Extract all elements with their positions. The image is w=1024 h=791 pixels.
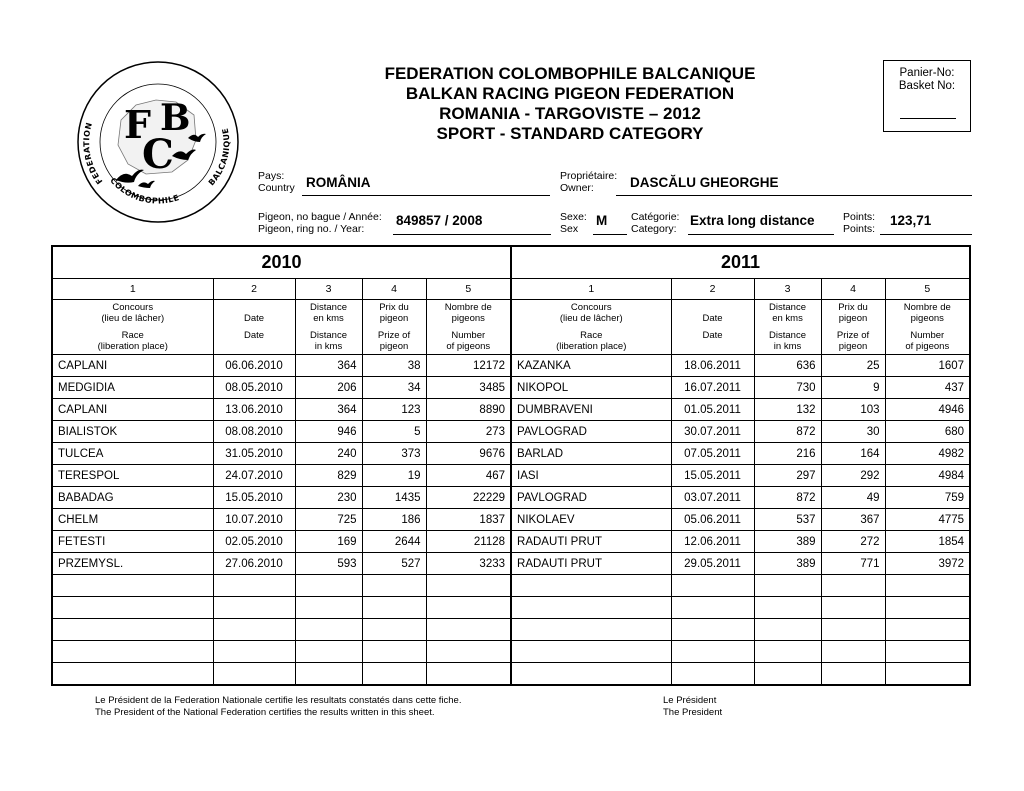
table-cell: 4984	[885, 465, 970, 487]
column-header: Nombre de pigeons Number of pigeons	[426, 300, 511, 355]
table-cell: 05.06.2011	[671, 509, 754, 531]
table-cell	[511, 663, 671, 686]
table-cell: 103	[821, 399, 885, 421]
title-line-2: BALKAN RACING PIGEON FEDERATION	[405, 84, 735, 103]
table-cell	[671, 619, 754, 641]
table-cell	[885, 641, 970, 663]
results-table	[51, 245, 971, 686]
table-cell	[213, 597, 295, 619]
table-row	[52, 399, 970, 421]
logo-monogram-c: C	[142, 131, 174, 178]
table-cell	[52, 597, 213, 619]
table-cell	[754, 575, 821, 597]
table-cell: 123	[362, 399, 426, 421]
column-number-row	[52, 279, 970, 300]
table-row	[52, 619, 970, 641]
table-cell: 9676	[426, 443, 511, 465]
ring-label: Pigeon, no bague / Année: Pigeon, ring no. / Year:	[258, 211, 382, 235]
column-number: 5	[885, 279, 970, 300]
svg-text:FEDERATION: FEDERATION	[82, 121, 105, 186]
svg-text:BALCANIQUE: BALCANIQUE	[206, 127, 232, 188]
certify-en: The President of the National Federation certifies the results written in this sheet.	[95, 707, 435, 718]
table-cell: 364	[295, 355, 362, 377]
table-cell: PAVLOGRAD	[511, 421, 671, 443]
table-cell: 297	[754, 465, 821, 487]
table-cell: 364	[295, 399, 362, 421]
sex-underline	[593, 234, 627, 235]
certification-note	[95, 695, 461, 719]
table-cell: TERESPOL	[52, 465, 213, 487]
federation-logo	[76, 60, 240, 224]
table-cell	[671, 641, 754, 663]
table-cell: 1607	[885, 355, 970, 377]
table-cell: 273	[426, 421, 511, 443]
table-cell: 389	[754, 531, 821, 553]
table-cell: BABADAG	[52, 487, 213, 509]
table-cell: PAVLOGRAD	[511, 487, 671, 509]
title-line-1: FEDERATION COLOMBOPHILE BALCANIQUE	[384, 64, 756, 83]
table-cell: 240	[295, 443, 362, 465]
owner-underline	[616, 195, 972, 196]
year-2011: 2011	[511, 246, 970, 279]
table-cell: 467	[426, 465, 511, 487]
table-row	[52, 355, 970, 377]
table-cell: 18.06.2011	[671, 355, 754, 377]
table-cell: 164	[821, 443, 885, 465]
logo-monogram-b: B	[160, 97, 191, 139]
table-row	[52, 487, 970, 509]
table-cell: 3485	[426, 377, 511, 399]
table-cell	[821, 597, 885, 619]
category-value: Extra long distance	[690, 213, 815, 228]
basket-label-fr: Panier-No:	[899, 67, 955, 79]
table-row	[52, 641, 970, 663]
table-cell: 367	[821, 509, 885, 531]
basket-number-line	[900, 118, 956, 119]
certify-fr: Le Président de la Federation Nationale certifie les resultats constatés dans cette fiche.	[95, 695, 462, 706]
column-header: Date Date	[213, 300, 295, 355]
basket-box	[883, 60, 971, 132]
table-cell	[362, 663, 426, 686]
table-cell: 12.06.2011	[671, 531, 754, 553]
table-cell	[821, 663, 885, 686]
table-cell	[52, 619, 213, 641]
president-en: The President	[663, 707, 723, 718]
table-cell	[754, 619, 821, 641]
table-cell: 34	[362, 377, 426, 399]
column-header: Nombre de pigeons Number of pigeons	[885, 300, 970, 355]
points-value: 123,71	[890, 213, 932, 228]
table-cell: 759	[885, 487, 970, 509]
table-cell: 437	[885, 377, 970, 399]
table-cell: BIALISTOK	[52, 421, 213, 443]
table-cell: 31.05.2010	[213, 443, 295, 465]
table-cell: 08.08.2010	[213, 421, 295, 443]
owner-label: Propriétaire: Owner:	[560, 170, 618, 194]
table-cell	[754, 641, 821, 663]
table-row	[52, 663, 970, 686]
table-cell: 24.07.2010	[213, 465, 295, 487]
table-cell: BARLAD	[511, 443, 671, 465]
table-row	[52, 553, 970, 575]
table-cell: MEDGIDIA	[52, 377, 213, 399]
table-cell	[362, 575, 426, 597]
table-cell	[821, 619, 885, 641]
table-cell: 946	[295, 421, 362, 443]
table-cell	[295, 597, 362, 619]
table-cell: 1435	[362, 487, 426, 509]
table-cell	[295, 663, 362, 686]
table-cell: NIKOPOL	[511, 377, 671, 399]
table-cell: CHELM	[52, 509, 213, 531]
table-cell: 527	[362, 553, 426, 575]
table-cell	[362, 619, 426, 641]
column-header: Concours (lieu de lâcher) Race (liberation place)	[511, 300, 671, 355]
column-number: 3	[295, 279, 362, 300]
table-cell: 169	[295, 531, 362, 553]
table-cell: 771	[821, 553, 885, 575]
table-cell: 636	[754, 355, 821, 377]
table-cell: 29.05.2011	[671, 553, 754, 575]
points-underline	[880, 234, 972, 235]
table-cell: 22229	[426, 487, 511, 509]
table-cell: 872	[754, 487, 821, 509]
points-label: Points: Points:	[843, 211, 876, 235]
table-cell: RADAUTI PRUT	[511, 553, 671, 575]
owner-value: DASCĂLU GHEORGHE	[630, 175, 779, 190]
table-cell: 13.06.2010	[213, 399, 295, 421]
table-cell: 292	[821, 465, 885, 487]
title-line-3: ROMANIA - TARGOVISTE – 2012	[439, 104, 701, 123]
column-number: 4	[821, 279, 885, 300]
table-cell: 725	[295, 509, 362, 531]
table-cell	[213, 663, 295, 686]
year-2010: 2010	[52, 246, 511, 279]
table-cell	[426, 619, 511, 641]
column-header: Date Date	[671, 300, 754, 355]
country-underline	[302, 195, 550, 196]
column-number: 2	[671, 279, 754, 300]
category-label: Catégorie: Category:	[631, 211, 680, 235]
table-cell	[426, 641, 511, 663]
table-cell: 01.05.2011	[671, 399, 754, 421]
table-cell	[671, 597, 754, 619]
table-cell: 21128	[426, 531, 511, 553]
country-label: Pays: Country	[258, 170, 295, 194]
table-row	[52, 465, 970, 487]
table-cell: CAPLANI	[52, 399, 213, 421]
table-cell: RADAUTI PRUT	[511, 531, 671, 553]
table-cell	[213, 619, 295, 641]
table-cell	[426, 663, 511, 686]
table-cell	[362, 597, 426, 619]
column-number: 4	[362, 279, 426, 300]
table-cell	[885, 575, 970, 597]
table-cell: TULCEA	[52, 443, 213, 465]
table-cell: 872	[754, 421, 821, 443]
table-cell: DUMBRAVENI	[511, 399, 671, 421]
table-cell: 03.07.2011	[671, 487, 754, 509]
table-cell: 19	[362, 465, 426, 487]
table-cell: 2644	[362, 531, 426, 553]
column-number: 1	[511, 279, 671, 300]
table-cell: 4775	[885, 509, 970, 531]
table-cell	[52, 641, 213, 663]
table-cell: 829	[295, 465, 362, 487]
table-cell	[821, 575, 885, 597]
table-cell	[671, 663, 754, 686]
table-cell	[295, 619, 362, 641]
table-cell	[754, 597, 821, 619]
table-cell	[426, 575, 511, 597]
table-cell	[885, 619, 970, 641]
table-cell: 537	[754, 509, 821, 531]
ring-underline	[393, 234, 551, 235]
table-cell: 9	[821, 377, 885, 399]
table-cell	[213, 575, 295, 597]
table-cell: 30	[821, 421, 885, 443]
table-cell: 02.05.2010	[213, 531, 295, 553]
table-cell	[213, 641, 295, 663]
column-header: Prix du pigeon Prize of pigeon	[821, 300, 885, 355]
sex-label: Sexe: Sex	[560, 211, 587, 235]
table-row	[52, 597, 970, 619]
column-header-row	[52, 300, 970, 355]
table-cell: 15.05.2010	[213, 487, 295, 509]
category-underline	[688, 234, 834, 235]
table-row	[52, 421, 970, 443]
table-cell: 132	[754, 399, 821, 421]
president-fr: Le Président	[663, 695, 717, 706]
table-cell	[426, 597, 511, 619]
table-cell: 230	[295, 487, 362, 509]
logo-monogram-f: F	[124, 102, 151, 147]
table-cell: 4946	[885, 399, 970, 421]
table-cell: 07.05.2011	[671, 443, 754, 465]
column-number: 2	[213, 279, 295, 300]
table-row	[52, 443, 970, 465]
table-cell: 30.07.2011	[671, 421, 754, 443]
table-cell	[754, 663, 821, 686]
basket-label-en: Basket No:	[898, 80, 956, 92]
table-cell: 272	[821, 531, 885, 553]
table-cell: 216	[754, 443, 821, 465]
table-cell: 06.06.2010	[213, 355, 295, 377]
table-row	[52, 531, 970, 553]
table-cell: KAZANKA	[511, 355, 671, 377]
table-cell: 373	[362, 443, 426, 465]
table-cell	[511, 641, 671, 663]
title-line-4: SPORT - STANDARD CATEGORY	[436, 124, 704, 143]
table-cell	[52, 663, 213, 686]
table-cell	[362, 641, 426, 663]
table-cell	[295, 575, 362, 597]
table-cell: 49	[821, 487, 885, 509]
document-title	[300, 64, 840, 144]
country-value: ROMÂNIA	[306, 175, 371, 190]
table-cell: 4982	[885, 443, 970, 465]
table-cell: 38	[362, 355, 426, 377]
table-cell: 186	[362, 509, 426, 531]
table-row	[52, 377, 970, 399]
table-cell: 730	[754, 377, 821, 399]
table-cell: 593	[295, 553, 362, 575]
table-cell	[671, 575, 754, 597]
column-number: 5	[426, 279, 511, 300]
table-cell	[821, 641, 885, 663]
table-cell: 16.07.2011	[671, 377, 754, 399]
table-cell	[511, 597, 671, 619]
table-cell	[885, 597, 970, 619]
column-header: Distance en kms Distance in kms	[754, 300, 821, 355]
table-cell: 27.06.2010	[213, 553, 295, 575]
column-header: Distance en kms Distance in kms	[295, 300, 362, 355]
table-cell: FETESTI	[52, 531, 213, 553]
president-signature-label	[663, 695, 722, 719]
ring-value: 849857 / 2008	[396, 213, 483, 228]
table-cell: 25	[821, 355, 885, 377]
table-cell	[511, 619, 671, 641]
table-cell: 680	[885, 421, 970, 443]
sex-value: M	[596, 213, 608, 228]
column-header: Concours (lieu de lâcher) Race (liberation place)	[52, 300, 213, 355]
table-cell: 1854	[885, 531, 970, 553]
table-cell	[295, 641, 362, 663]
table-cell: 8890	[426, 399, 511, 421]
table-cell: 08.05.2010	[213, 377, 295, 399]
table-row	[52, 509, 970, 531]
table-cell: 3233	[426, 553, 511, 575]
table-cell: CAPLANI	[52, 355, 213, 377]
table-cell: 3972	[885, 553, 970, 575]
year-header-row	[52, 246, 970, 279]
table-cell	[885, 663, 970, 686]
table-cell: 15.05.2011	[671, 465, 754, 487]
table-cell: 5	[362, 421, 426, 443]
table-cell: PRZEMYSL.	[52, 553, 213, 575]
table-cell: 1837	[426, 509, 511, 531]
table-row	[52, 575, 970, 597]
table-cell: IASI	[511, 465, 671, 487]
table-cell: 12172	[426, 355, 511, 377]
table-cell: NIKOLAEV	[511, 509, 671, 531]
table-cell: 10.07.2010	[213, 509, 295, 531]
column-number: 1	[52, 279, 213, 300]
column-number: 3	[754, 279, 821, 300]
svg-text:COLOMBOPHILE: COLOMBOPHILE	[108, 175, 181, 206]
column-header: Prix du pigeon Prize of pigeon	[362, 300, 426, 355]
table-cell	[511, 575, 671, 597]
table-cell: 389	[754, 553, 821, 575]
table-cell	[52, 575, 213, 597]
table-cell: 206	[295, 377, 362, 399]
